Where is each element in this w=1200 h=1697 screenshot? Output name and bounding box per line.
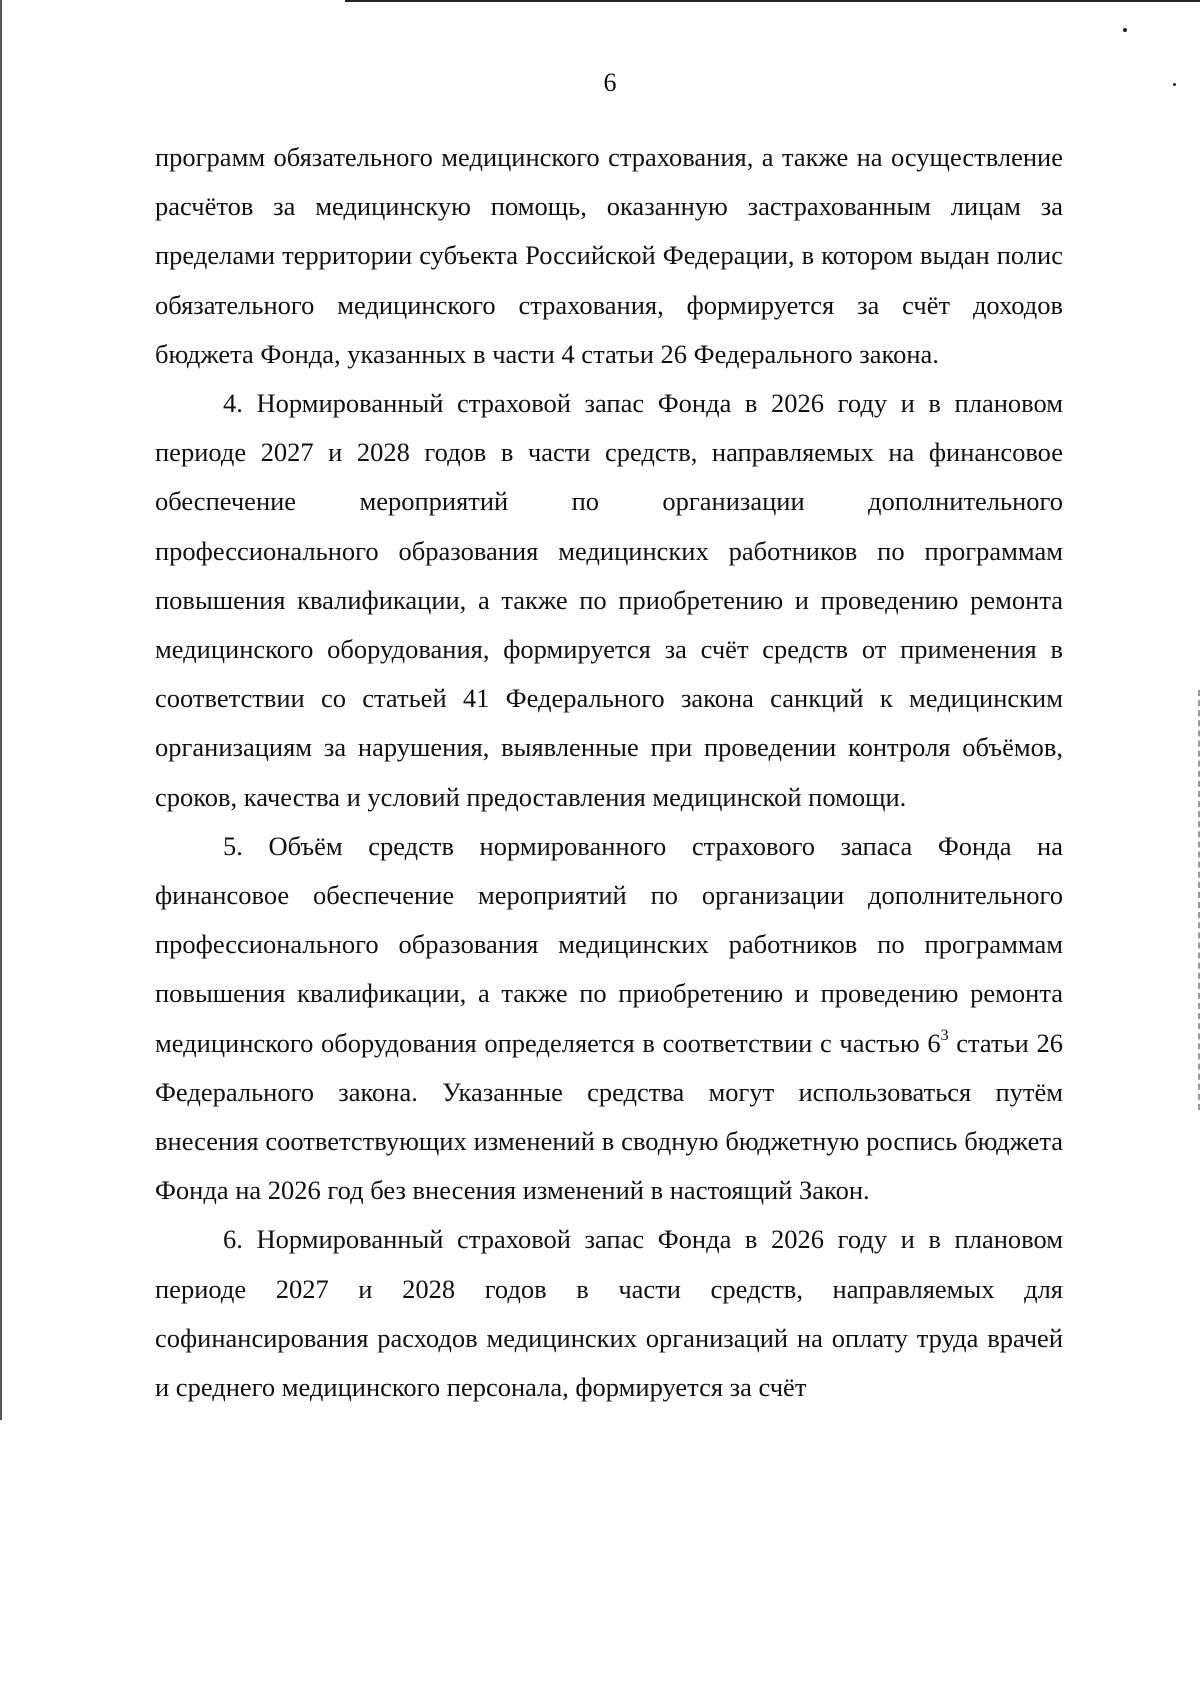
paragraph-5-text-after: статьи 26 Федерального закона. Указанные средства могут использоваться путём внесения соответствующих изменений в сводную бюджетную роспись бюджета Фонда на 2026 год без внесения изменений в настоящий Закон. xyxy=(155,1027,1063,1206)
scan-edge-right xyxy=(1196,690,1200,1110)
paragraph-3-continuation: программ обязательного медицинского страхования, а также на осуществление расчётов за медицинскую помощь, оказанную застрахованным лицам за пределами территории субъекта Российской Федерации, в котором выдан полис обязательного медицинского страхования, формируется за счёт доходов бюджета Фонда, указанных в части 4 статьи 26 Федерального закона. xyxy=(155,142,1063,369)
superscript-part-number: 3 xyxy=(940,1026,949,1044)
page-number: 6 xyxy=(603,68,617,97)
paragraph-5 xyxy=(155,822,1063,1216)
scan-edge-top xyxy=(345,0,1200,2)
scan-edge-left xyxy=(0,0,2,1420)
paragraph-4: 4. Нормированный страховой запас Фонда в 2026 году и в плановом периоде 2027 и 2028 годов в части средств, направляемых на финансовое обеспечение мероприятий по организации дополнительного профессионального образования медицинских работников по программам повышения квалификации, а также по приобретению и проведению ремонта медицинского оборудования, формируется за счёт средств от применения в соответствии со статьей 41 Федерального закона санкций к медицинским организациям за нарушения, выявленные при проведении контроля объёмов, сроков, качества и условий предоставления медицинской помощи. xyxy=(155,388,1063,812)
scan-speck xyxy=(1123,28,1127,32)
document-body xyxy=(155,133,1063,1412)
paragraph-5-text-before: 5. Объём средств нормированного страхового запаса Фонда на финансовое обеспечение мероприятий по организации дополнительного профессионального образования медицинских работников по программам повышения квалификации, а также по приобретению и проведению ремонта медицинского оборудования определяется в соответствии с частью 6 xyxy=(155,830,1063,1058)
paragraph-6: 6. Нормированный страховой запас Фонда в 2026 году и в плановом периоде 2027 и 2028 годов в части средств, направляемых для софинансирования расходов медицинских организаций на оплату труда врачей и среднего медицинского персонала, формируется за счёт xyxy=(155,1224,1063,1403)
